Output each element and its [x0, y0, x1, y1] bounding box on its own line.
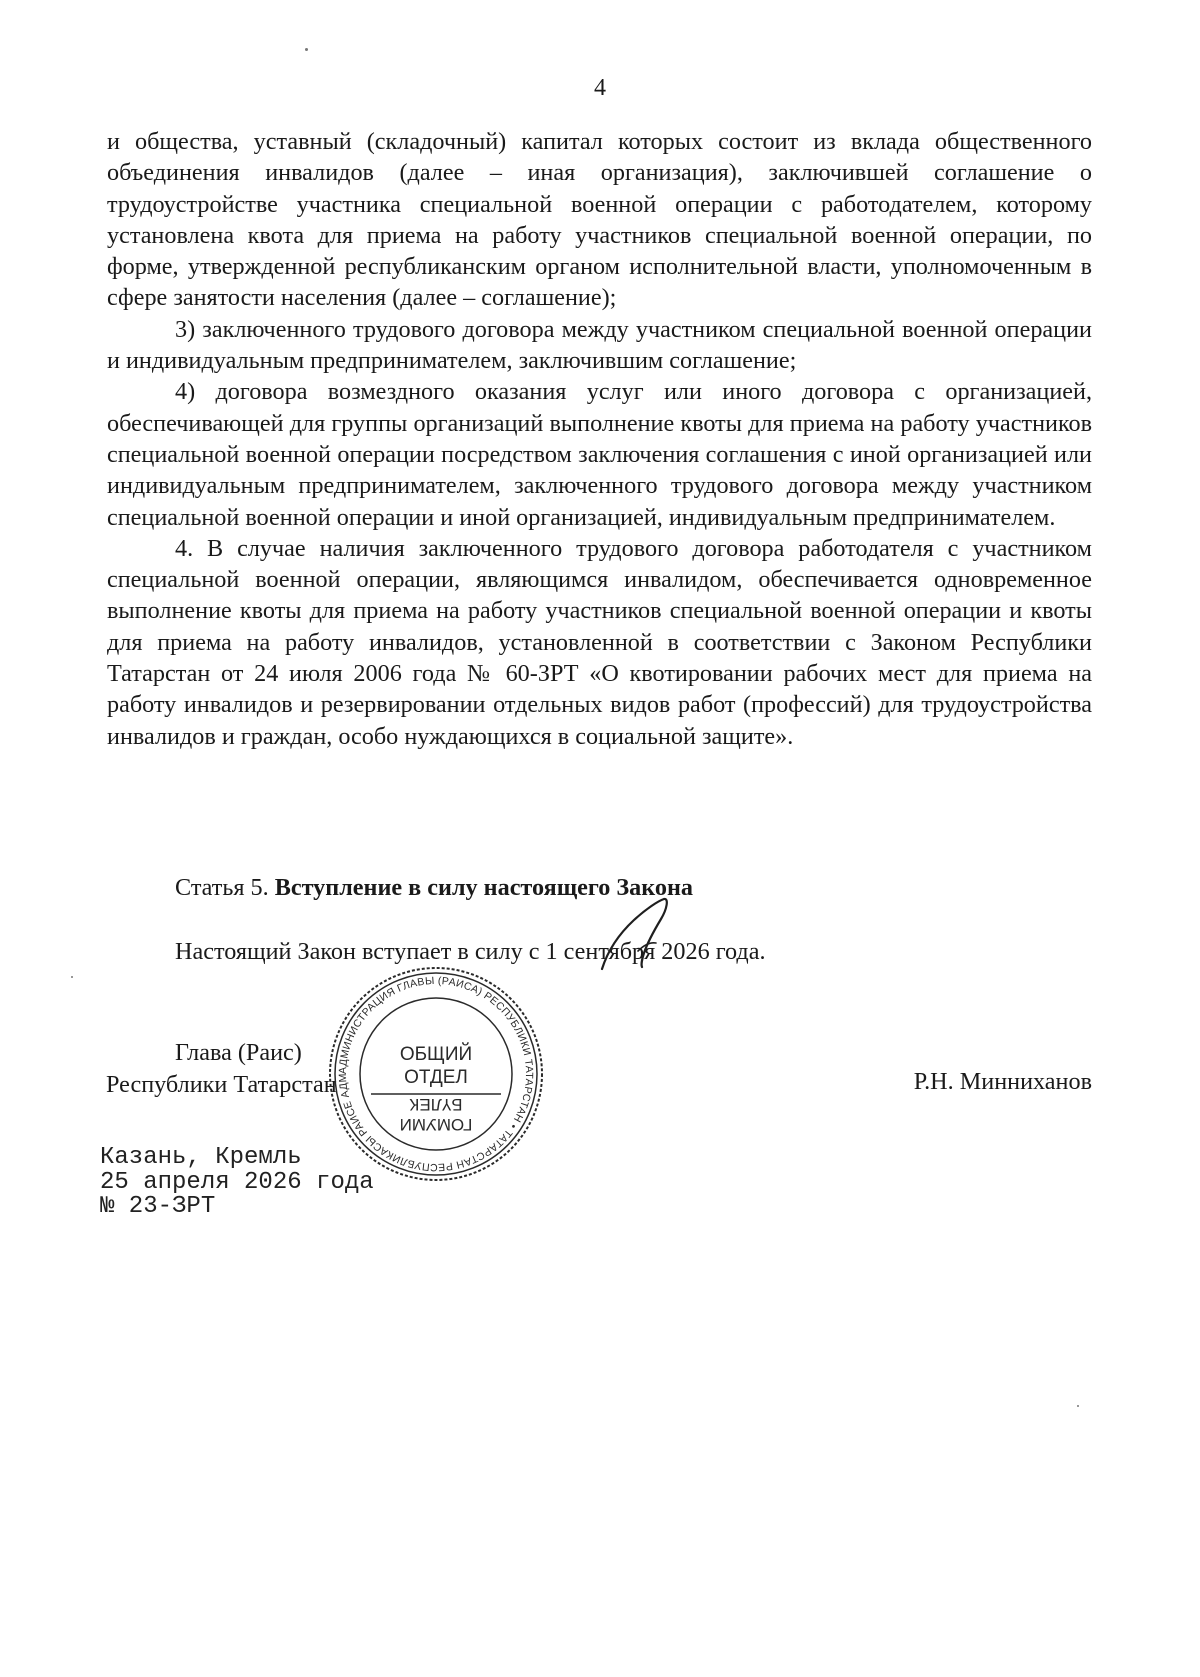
signer-name: Р.Н. Минниханов: [913, 1068, 1092, 1095]
page-number: 4: [594, 75, 606, 101]
signatory-republic: Республики Татарстан: [106, 1070, 337, 1098]
scan-speck: [1077, 1405, 1079, 1407]
svg-text:ОТДЕЛ: ОТДЕЛ: [404, 1067, 468, 1088]
signing-place: Казань, Кремль: [100, 1144, 302, 1171]
paragraph-part-4: 4. В случае наличия заключенного трудового договора работодателя с участником специальной военной операции, являющимся инвалидом, обеспечивается одновременное выполнение квоты для приема на работу участников специальной военной операции и квоты для приема на работу инвалидов, установленной в соответствии с Законом Республики Татарстан от 24 июля 2006 года № 60-ЗРТ «О квотировании рабочих мест для приема на работу инвалидов и резервировании отдельных видов работ (профессий) для трудоустройства инвалидов и граждан, особо нуждающихся в социальной защите».: [107, 534, 1092, 750]
official-seal: [327, 965, 545, 1183]
svg-text:ОБЩИЙ: ОБЩИЙ: [399, 1044, 473, 1065]
svg-text:ГОМУМИ: ГОМУМИ: [399, 1115, 473, 1134]
paragraph-continuation: и общества, уставный (складочный) капитал которых состоит из вклада общественного объединения инвалидов (далее – иная организация), заключившей соглашение о трудоустройстве участника специальной военной операции с работодателем, которому установлена квота для приема на работу участников специальной военной операции, по форме, утвержденной республиканским органом исполнительной власти, уполномоченным в сфере занятости населения (далее – соглашение);: [107, 128, 1092, 312]
scan-speck: [305, 48, 308, 51]
seal-graphic: [327, 965, 545, 1183]
handwritten-signature: [598, 895, 684, 973]
paragraph-item-4: 4) договора возмездного оказания услуг или иного договора с организацией, обеспечивающей для группы организаций выполнение квоты для приема на работу участников специальной военной операции посредством заключения соглашения с иной организацией или индивидуальным предпринимателем, заключенного трудового договора между участником специальной военной операции и иной организацией, индивидуальным предпринимателем.: [107, 378, 1092, 531]
signatory-title: [106, 1037, 337, 1100]
effective-date-statement: Настоящий Закон вступает в силу с 1 сентября 2026 года.: [175, 938, 766, 965]
signatory-position: Глава (Раис): [175, 1039, 302, 1066]
law-number: № 23-ЗРТ: [100, 1193, 216, 1220]
paragraph-item-3: 3) заключенного трудового договора между участником специальной военной операции и индивидуальным предпринимателем, заключившим соглашение;: [107, 315, 1092, 375]
signature-stroke: [598, 895, 684, 973]
svg-text:АДМИНИСТРАЦИЯ ГЛАВЫ (РАИСА) РЕ: АДМИНИСТРАЦИЯ ГЛАВЫ (РАИСА) РЕСПУБЛИКИ ТАТАРСТАН • ТАТАРСТАН РЕСПУБЛИКАСЫ РАИСЕ АДМ: [336, 974, 536, 1174]
law-body-text: [107, 126, 1092, 752]
article-title: Вступление в силу настоящего Закона: [274, 874, 693, 901]
signing-date: 25 апреля 2026 года: [100, 1168, 374, 1196]
article-label: Статья 5.: [175, 874, 269, 901]
svg-text:БҮЛЕК: БҮЛЕК: [409, 1095, 463, 1114]
scan-speck: [71, 976, 73, 978]
